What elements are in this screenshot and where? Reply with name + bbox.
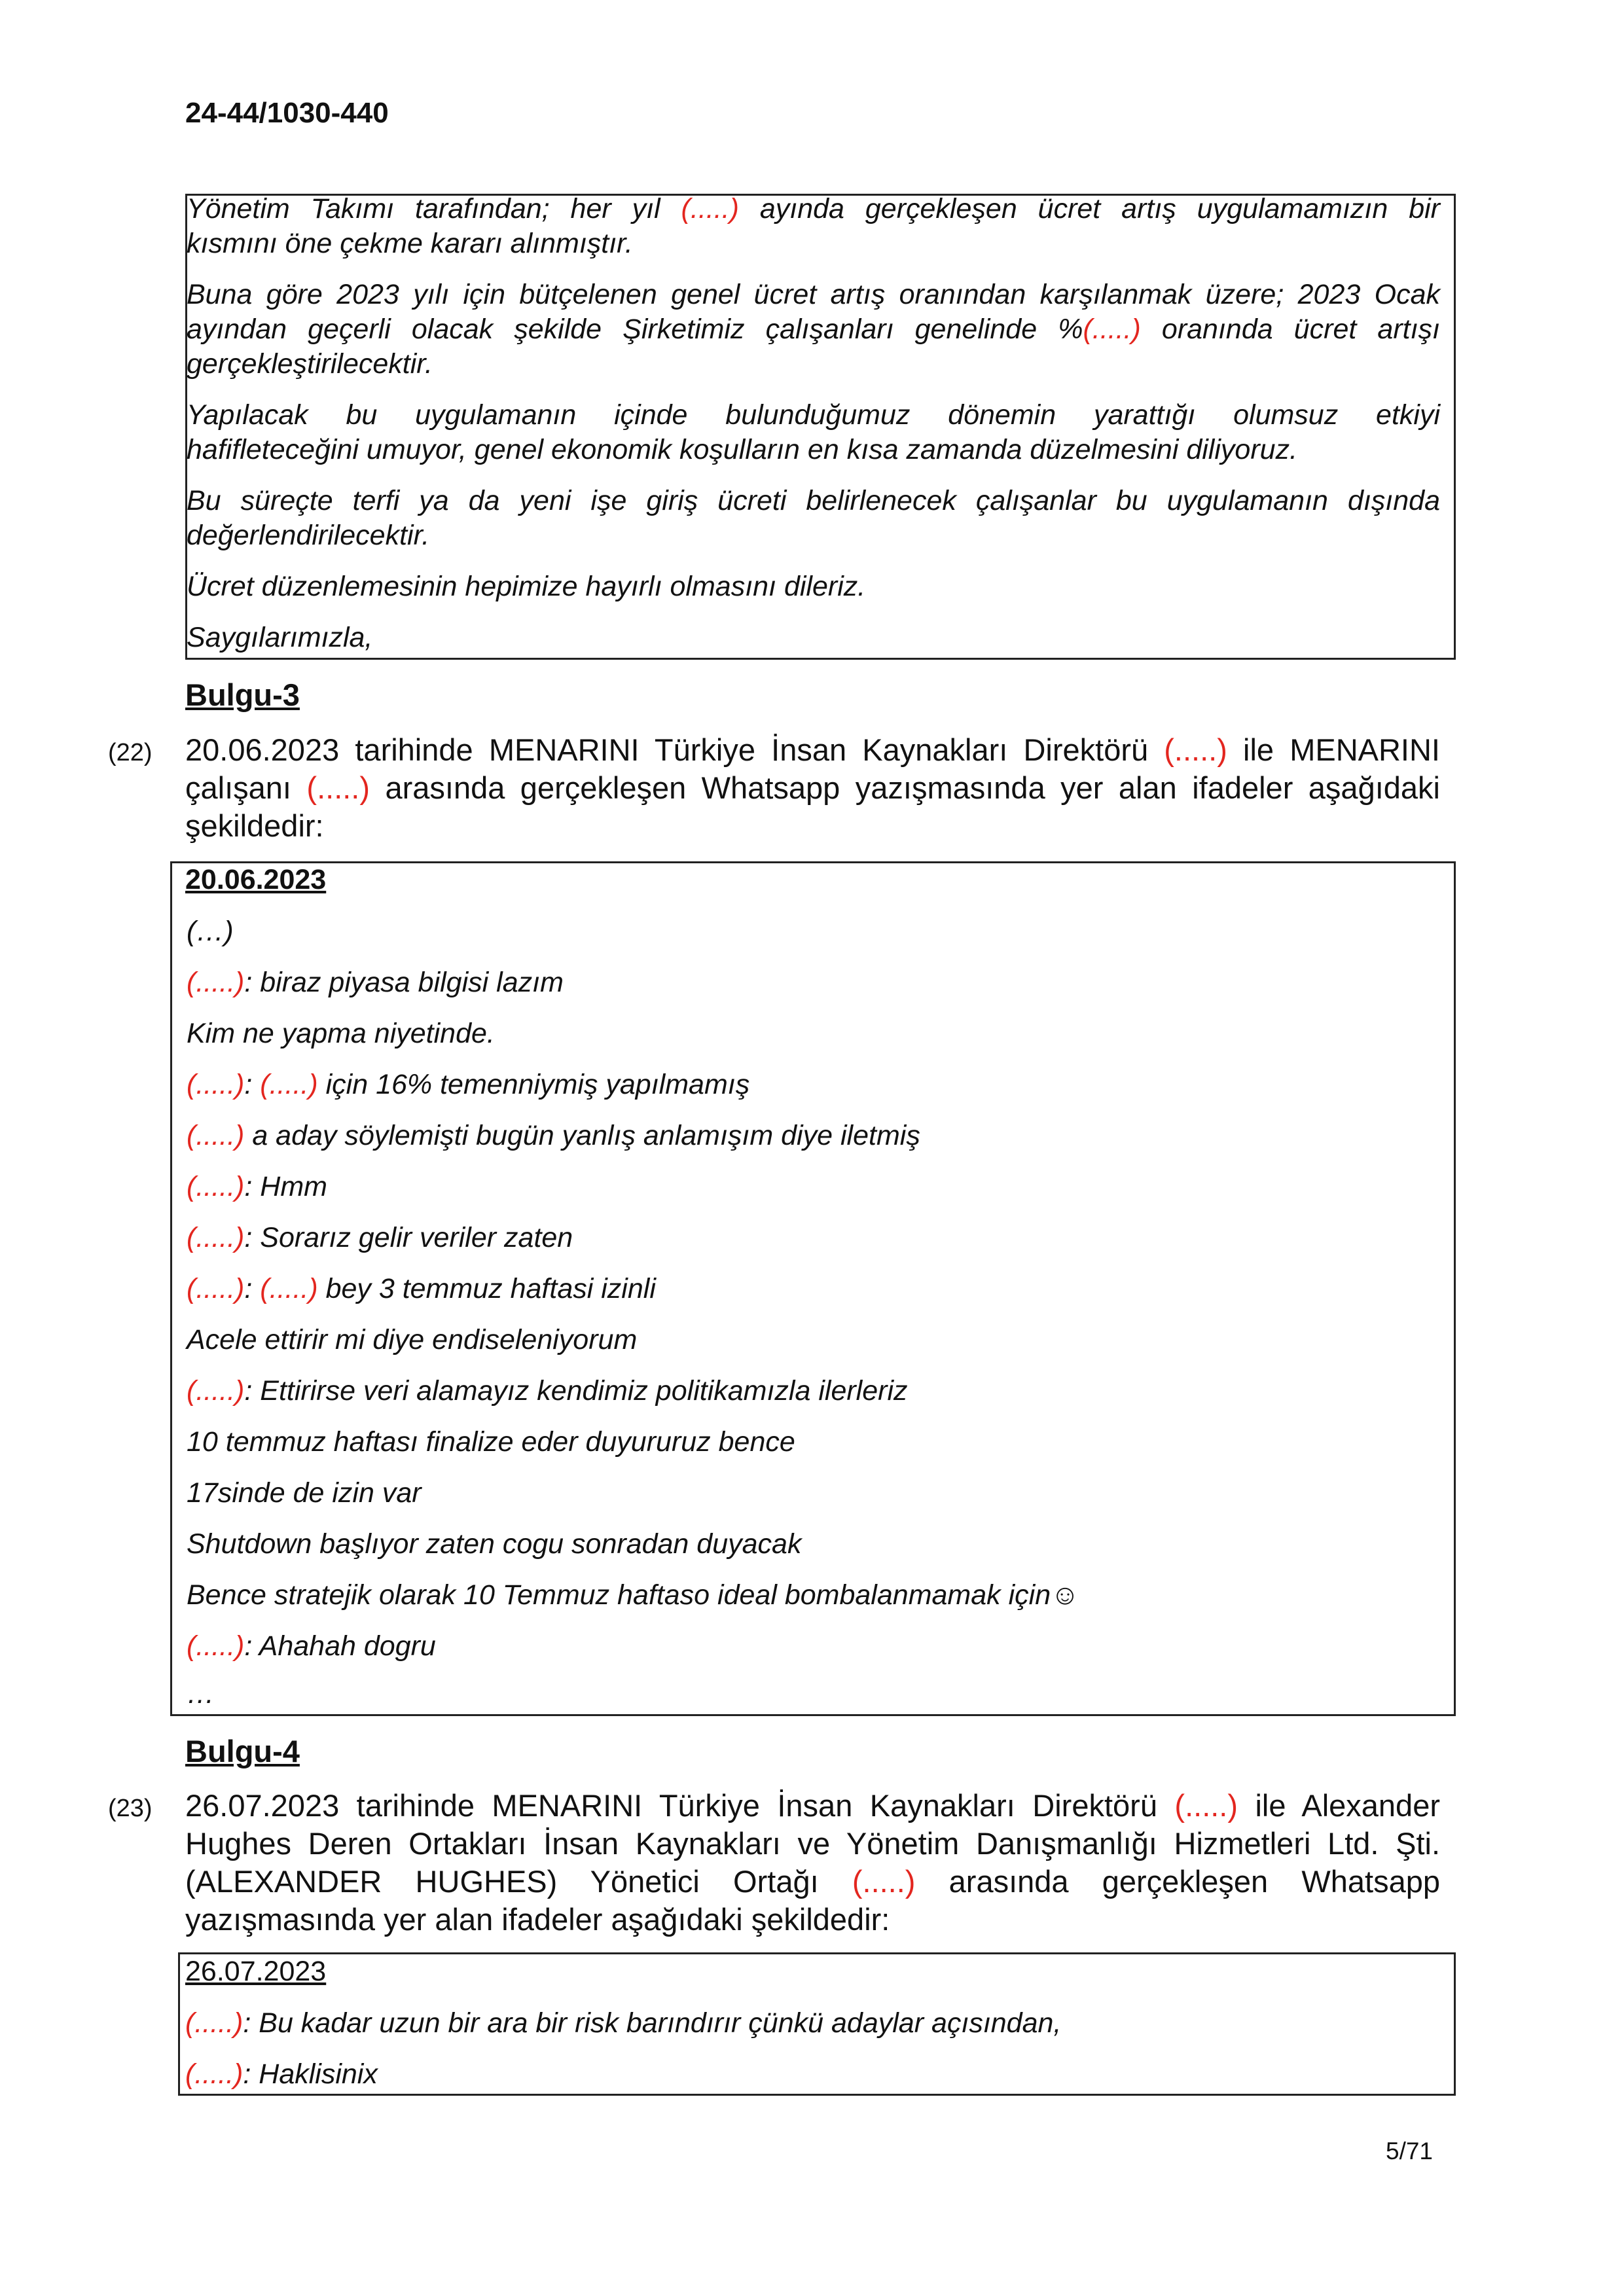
paragraph-number-23: (23) [108, 1795, 153, 1822]
chat1-message: (.....): Hmm [187, 1171, 327, 1202]
quote1-line-6: Yapılacak bu uygulamanın içinde bulunduğumuz dönemin yarattığı olumsuz etkiyi [187, 399, 1440, 431]
chat1-message: 10 temmuz haftası finalize eder duyururuz bence [187, 1426, 795, 1458]
chat1-ellipsis-start: (…) [187, 916, 234, 947]
bulgu-3-heading: Bulgu-3 [185, 677, 300, 712]
quote1-line-9: değerlendirilecektir. [187, 520, 430, 551]
bulgu-3-line-2: çalışanı (.....) arasında gerçekleşen Whatsapp yazışmasında yer alan ifadeler aşağıdaki [185, 770, 1440, 805]
chat1-message: Kim ne yapma niyetinde. [187, 1018, 495, 1049]
chat2-date: 26.07.2023 [185, 1956, 327, 1987]
paragraph-number-22: (22) [108, 739, 153, 766]
chat2-message: (.....): Haklisinix [185, 2058, 378, 2090]
chat1-message: (.....): Sorarız gelir veriler zaten [187, 1222, 573, 1253]
quote1-line-2: kısmını öne çekme kararı alınmıştır. [187, 228, 633, 259]
page-number: 5/71 [1386, 2138, 1434, 2164]
quote1-line-7: hafifleteceğini umuyor, genel ekonomik koşulların en kısa zamanda düzelmesini diliyoruz. [187, 434, 1298, 465]
chat1-message: Shutdown başlıyor zaten cogu sonradan duyacak [187, 1528, 802, 1560]
bulgu-4-heading: Bulgu-4 [185, 1734, 300, 1768]
bulgu-4-line-3: (ALEXANDER HUGHES) Yönetici Ortağı (.....) arasında gerçekleşen Whatsapp [185, 1864, 1440, 1899]
chat1-message: (.....): (.....) bey 3 temmuz haftasi izinli [187, 1273, 656, 1304]
bulgu-3-line-1: 20.06.2023 tarihinde MENARINI Türkiye İnsan Kaynakları Direktörü (.....) ile MENARINI [185, 732, 1440, 767]
quote1-line-8: Bu süreçte terfi ya da yeni işe giriş ücreti belirlenecek çalışanlar bu uygulamanın dışında [187, 485, 1440, 516]
chat1-message: (.....): biraz piyasa bilgisi lazım [187, 967, 564, 998]
document-id: 24-44/1030-440 [185, 97, 389, 129]
bulgu-4-line-1: 26.07.2023 tarihinde MENARINI Türkiye İnsan Kaynakları Direktörü (.....) ile Alexander [185, 1788, 1440, 1823]
chat1-date: 20.06.2023 [185, 864, 327, 895]
bulgu-3-line-3: şekildedir: [185, 808, 324, 843]
chat1-message: (.....) a aday söylemişti bugün yanlış anlamışım diye iletmiş [187, 1120, 920, 1151]
bulgu-4-line-2: Hughes Deren Ortakları İnsan Kaynakları ve Yönetim Danışmanlığı Hizmetleri Ltd. Şti. [185, 1826, 1440, 1861]
quote1-line-3: Buna göre 2023 yılı için bütçelenen genel ücret artış oranından karşılanmak üzere; 2023 Ocak [187, 279, 1440, 310]
chat1-message: (.....): Ahahah dogru [187, 1630, 436, 1662]
quote1-line-10: Ücret düzenlemesinin hepimize hayırlı olmasını dileriz. [187, 571, 866, 602]
quote1-line-1: Yönetim Takımı tarafından; her yıl (.....) ayında gerçekleşen ücret artış uygulamamızın bir [187, 193, 1440, 224]
chat1-message: 17sinde de izin var [187, 1477, 422, 1509]
bulgu-4-line-4: yazışmasında yer alan ifadeler aşağıdaki şekildedir: [185, 1902, 890, 1937]
chat1-message: Bence stratejik olarak 10 Temmuz haftaso ideal bombalanmamak için☺ [187, 1579, 1080, 1611]
chat1-message: Acele ettirir mi diye endiseleniyorum [187, 1324, 638, 1355]
chat1-message: (.....): Ettirirse veri alamayız kendimiz politikamızla ilerleriz [187, 1375, 908, 1407]
chat1-ellipsis-end: … [187, 1678, 215, 1710]
quote1-line-4: ayından geçerli olacak şekilde Şirketimiz çalışanları genelinde %(.....) oranında ücret artışı [187, 314, 1440, 345]
quote1-line-5: gerçekleştirilecektir. [187, 348, 433, 380]
chat2-message: (.....): Bu kadar uzun bir ara bir risk barındırır çünkü adaylar açısından, [185, 2007, 1062, 2039]
quote1-line-11: Saygılarımızla, [187, 622, 373, 653]
chat1-message: (.....): (.....) için 16% temenniymiş yapılmamış [187, 1069, 750, 1100]
